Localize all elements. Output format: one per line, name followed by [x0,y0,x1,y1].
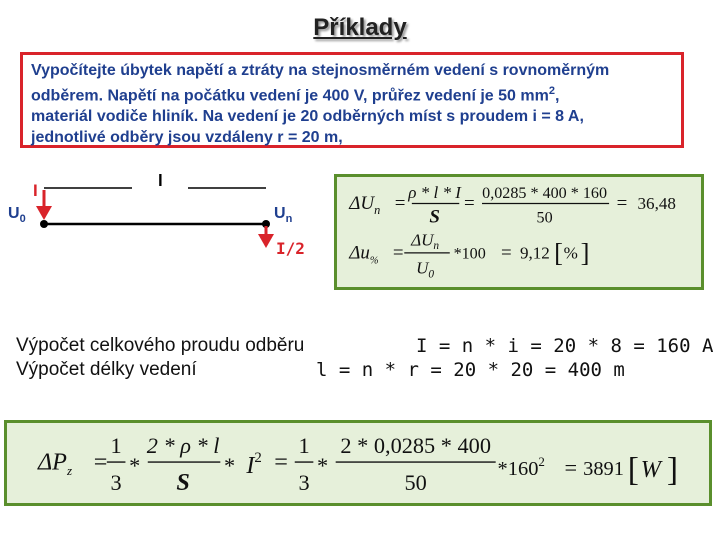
dp-frac3-num: 1 [298,432,310,458]
dp-unit-bracket-left: [ [627,451,639,489]
voltage-drop-equation [348,183,676,228]
task-line-2-end: , [554,87,560,105]
dp-frac1-num: 1 [110,432,122,458]
task-line-2-superscript: 2 [548,85,555,97]
task-line-4: jednotlivé odběry jsou vzdáleny r = 20 m, [31,129,343,147]
un-label-sub: n [285,213,293,225]
dp-mult3: * [317,453,329,479]
dp-current-exponent: 2 [254,450,262,467]
du-unit: % [563,243,578,263]
current-arrow [36,190,52,220]
dun-denominator-value: 50 [536,209,553,227]
svg-text:ΔUn [410,230,439,252]
du-lhs-sub: % [369,255,379,267]
dp-result: 3891 [583,458,625,481]
half-current-arrow [258,226,274,248]
current-label: I [33,181,38,200]
calc-line-current [16,334,716,358]
task-line-2-text: odběrem. Napětí na počátku vedení je 400 V, průřez vedení je 50 mm [31,87,549,105]
du-numerator-sub: n [433,240,440,253]
dun-numerator: ρ * l * I [408,182,461,202]
du-unit-bracket-right: ] [580,237,590,268]
dp-tail-exponent: 2 [538,453,545,469]
du-eq1: = [392,242,404,264]
percent-drop-equation [348,230,589,280]
start-node [40,220,48,228]
svg-text:Δu% [348,243,379,267]
u0-label-main: U [8,205,20,222]
du-denominator: U [416,258,429,278]
dun-eq2: = [464,193,475,215]
length-label: l [158,171,163,190]
dun-lhs: ΔU [349,193,375,215]
svg-text:ΔPz [37,449,72,479]
dun-denominator: S [429,206,440,228]
du-numerator: ΔU [411,230,434,250]
du-multiplier: *100 [453,245,486,263]
dun-numerator-values: 0,0285 * 400 * 160 [482,184,608,202]
calc-length-text: Výpočet délky vedení [16,359,197,380]
dp-frac2-num: 2 * ρ * l [146,432,220,458]
dp-lhs-sub: z [66,463,73,479]
dp-mult1: * [129,453,141,479]
svg-text:*1602 [498,454,545,480]
task-description-box [20,52,684,148]
svg-text:I2 [245,450,261,479]
dp-current: I [246,452,255,480]
un-label [274,205,293,225]
calc-current-formula: I = n * i = 20 * 8 = 160 A [416,335,714,357]
u0-label-sub: 0 [19,213,26,225]
calc-current-text: Výpočet celkového proudu odběru [16,335,305,356]
svg-text:U0 [416,259,434,281]
dp-frac4-den: 50 [404,469,427,495]
dp-frac4-num: 2 * 0,0285 * 400 [340,432,491,458]
task-line-3: materiál vodiče hliník. Na vedení je 20 odběrných míst s proudem i = 8 A, [31,108,584,126]
formula-box-power-loss [4,420,712,506]
page-title: Příklady [313,14,407,41]
dun-eq1: = [394,193,406,215]
svg-text:ΔUn [348,193,380,217]
un-label-main: U [274,205,286,222]
formula-box-voltage-drop [334,174,704,290]
dp-frac3-den: 3 [298,469,310,495]
du-denominator-sub: 0 [428,268,435,281]
dp-eq2: = [274,448,288,476]
dp-eq1: = [93,448,108,476]
line-diagram [0,160,330,270]
dun-lhs-sub: n [374,202,381,217]
dp-tail: *160 [497,458,539,481]
u0-label [8,205,26,225]
dun-result: 36,48 [637,194,676,214]
half-current-label: I/2 [276,239,305,258]
calculation-lines [16,334,716,382]
dun-eq3: = [616,193,628,215]
calc-length-formula: l = n * r = 20 * 20 = 400 m [316,359,625,381]
dp-unit-bracket-right: ] [666,451,678,489]
du-result: 9,12 [519,243,550,263]
task-line-1: Vypočítejte úbytek napětí a ztráty na stejnosměrném vedení s rovnoměrným [31,62,610,79]
dp-eq3: = [564,455,578,481]
dp-frac2-den: S [176,468,190,496]
dp-frac1-den: 3 [110,469,122,495]
task-line-2 [31,81,673,106]
dp-unit: W [640,455,661,483]
dp-lhs: ΔP [38,448,67,476]
du-eq2: = [500,242,512,264]
du-lhs: Δu [349,242,370,264]
du-unit-bracket-left: [ [554,237,563,268]
calc-line-length [16,358,716,382]
dp-mult2: * [224,453,236,479]
